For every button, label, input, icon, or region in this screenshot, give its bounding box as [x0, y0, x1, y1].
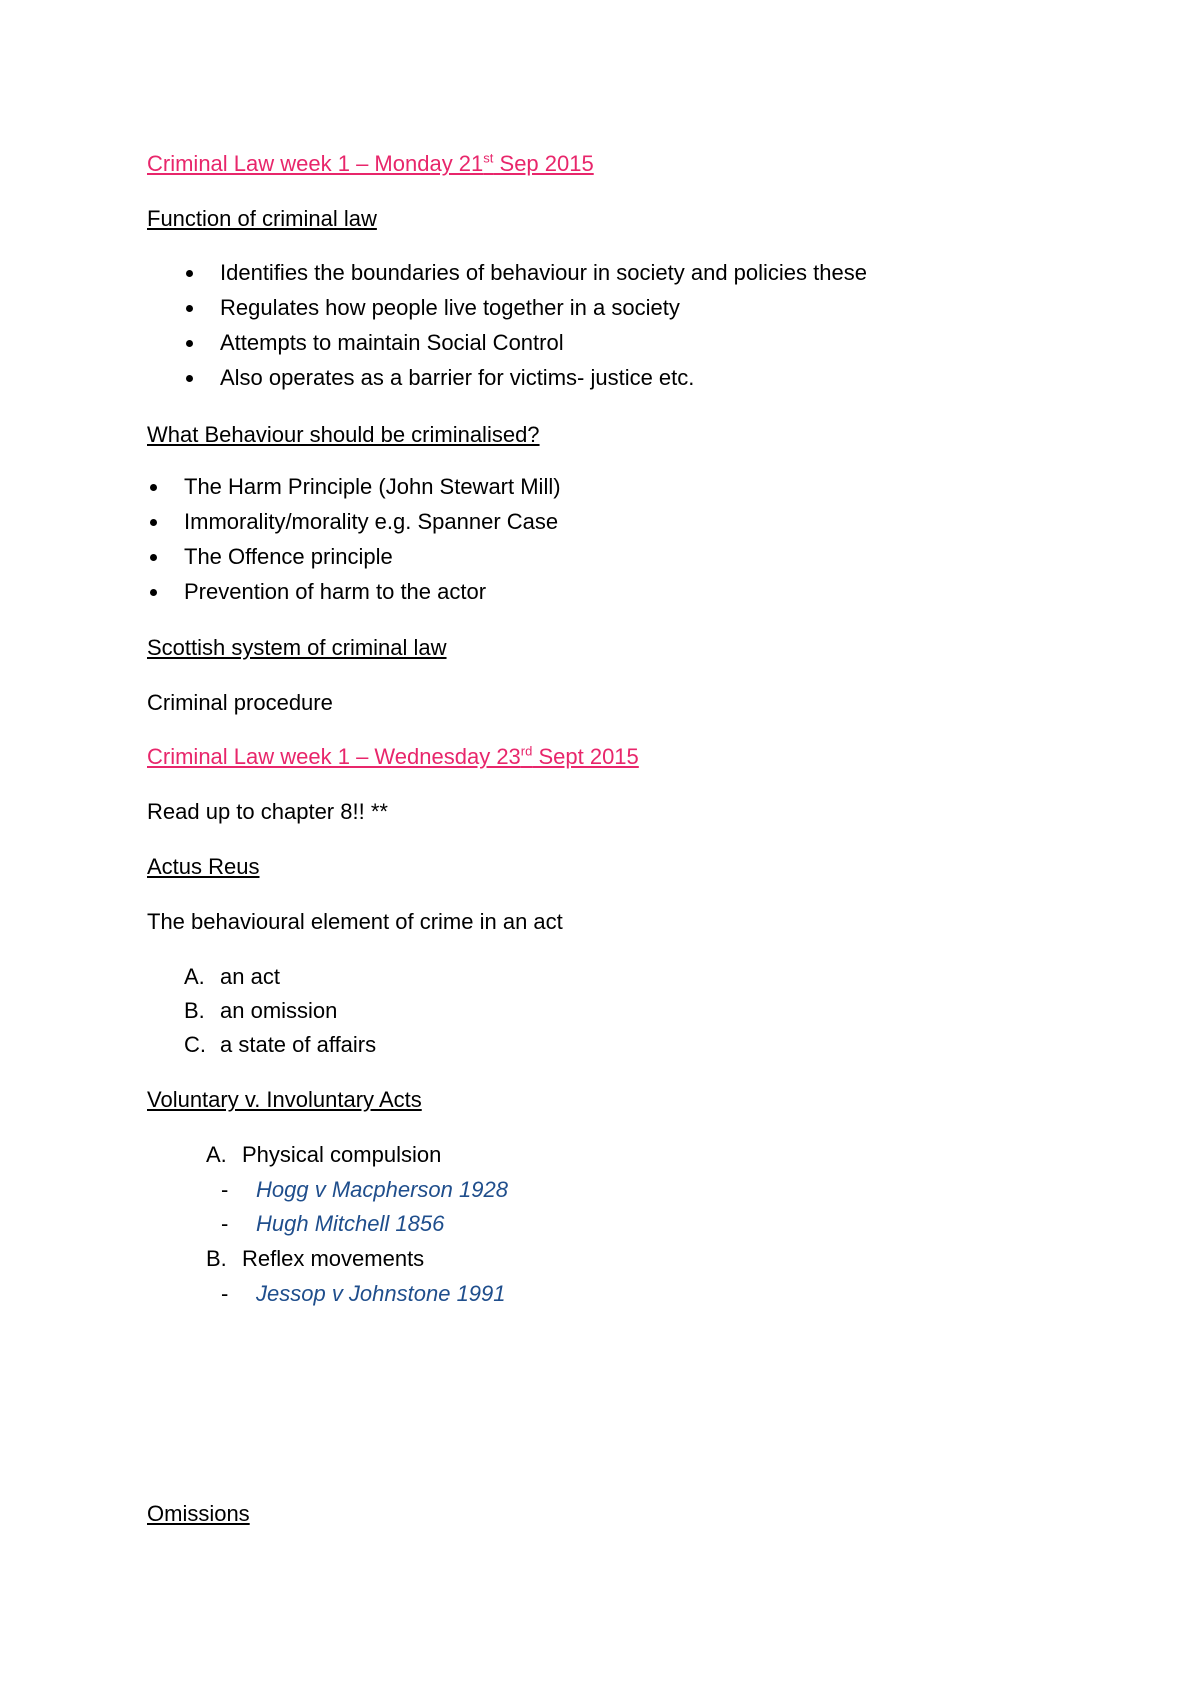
section-title-actus-reus: Actus Reus: [147, 854, 260, 879]
section-title-omissions: Omissions: [147, 1501, 250, 1526]
case-citation: Hogg v Macpherson 1928: [256, 1177, 508, 1202]
dash-marker: -: [221, 1211, 229, 1236]
list-item: Also operates as a barrier for victims- justice etc.: [220, 365, 695, 390]
list-item: an act: [220, 964, 280, 989]
heading-superscript: st: [483, 150, 494, 166]
list-item: Prevention of harm to the actor: [184, 579, 487, 604]
section-title-scottish: Scottish system of criminal law: [147, 635, 447, 660]
bullet-dot: [150, 554, 157, 561]
list-item: Reflex movements: [242, 1246, 425, 1271]
bullet-dot: [186, 270, 193, 277]
list-item: an omission: [220, 998, 338, 1023]
heading-week1-wednesday: [147, 743, 639, 771]
paragraph-read-up: Read up to chapter 8!! **: [147, 799, 388, 824]
list-marker: A.: [206, 1142, 227, 1167]
dash-marker: -: [221, 1177, 229, 1202]
list-item: The Harm Principle (John Stewart Mill): [184, 474, 561, 499]
bullet-dot: [186, 375, 193, 382]
list-marker: A.: [184, 964, 205, 989]
section-title-behaviour: What Behaviour should be criminalised?: [147, 422, 540, 447]
bullet-dot: [186, 340, 193, 347]
heading-text: Criminal Law week 1 – Monday 21: [147, 151, 484, 176]
list-item: Physical compulsion: [242, 1142, 442, 1167]
section-title-voluntary: Voluntary v. Involuntary Acts: [147, 1087, 422, 1112]
section-title-function: Function of criminal law: [147, 206, 377, 231]
list-item: Regulates how people live together in a society: [220, 295, 680, 320]
list-marker: B.: [206, 1246, 227, 1271]
paragraph-actus-intro: The behavioural element of crime in an act: [147, 909, 563, 934]
heading-week1-monday: [147, 150, 594, 178]
bullet-dot: [150, 589, 157, 596]
list-item: Attempts to maintain Social Control: [220, 330, 564, 355]
list-item: Immorality/morality e.g. Spanner Case: [184, 509, 559, 534]
bullet-dot: [150, 519, 157, 526]
heading-text-suffix: Sep 2015: [493, 151, 594, 176]
list-marker: B.: [184, 998, 205, 1023]
bullet-dot: [150, 484, 157, 491]
case-citation: Hugh Mitchell 1856: [256, 1211, 445, 1236]
case-citation: Jessop v Johnstone 1991: [256, 1281, 506, 1306]
paragraph-criminal-procedure: Criminal procedure: [147, 690, 333, 715]
heading-text-suffix: Sept 2015: [532, 744, 639, 769]
heading-superscript: rd: [520, 743, 533, 759]
list-item: a state of affairs: [220, 1032, 377, 1057]
heading-text: Criminal Law week 1 – Wednesday 23: [147, 744, 521, 769]
list-marker: C.: [184, 1032, 206, 1057]
list-item: The Offence principle: [184, 544, 393, 569]
list-item: Identifies the boundaries of behaviour in society and policies these: [220, 260, 867, 285]
dash-marker: -: [221, 1281, 229, 1306]
bullet-dot: [186, 305, 193, 312]
